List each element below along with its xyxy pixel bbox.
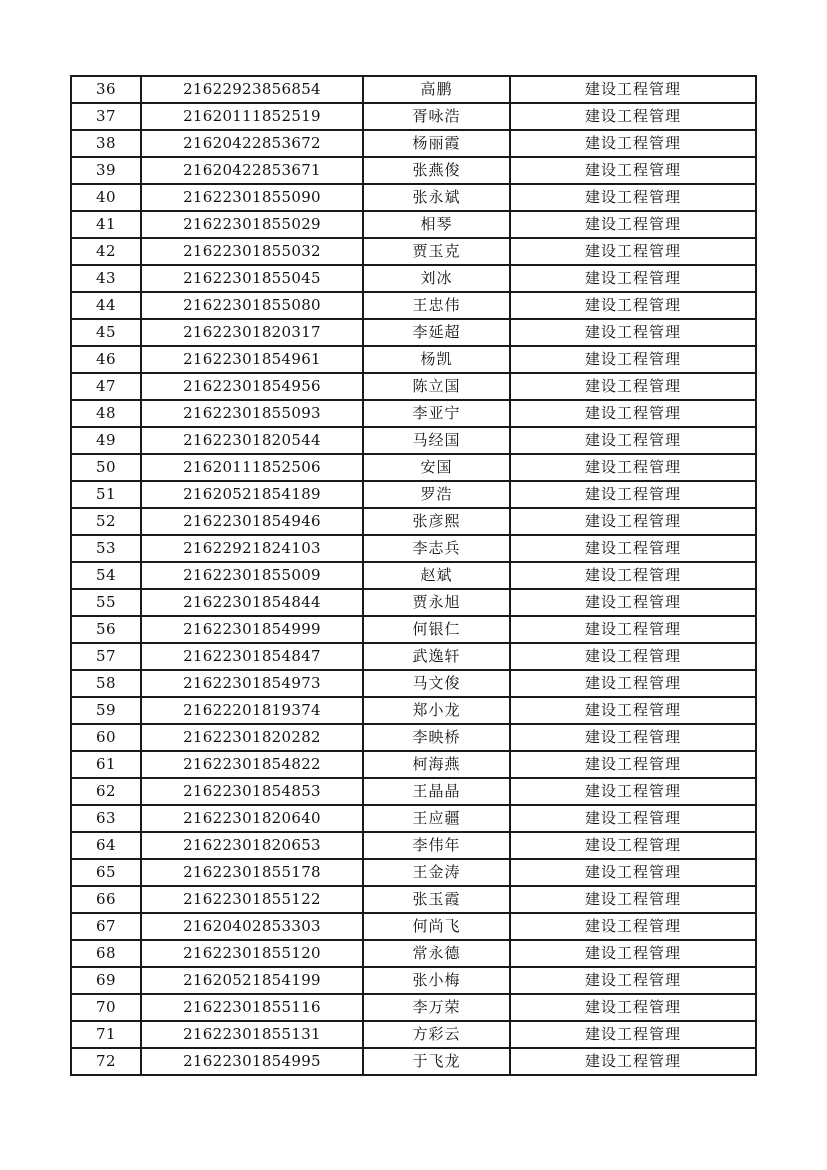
student-name-cell: 王晶晶 xyxy=(363,778,510,805)
major-cell: 建设工程管理 xyxy=(510,832,756,859)
row-number-cell: 56 xyxy=(71,616,141,643)
major-cell: 建设工程管理 xyxy=(510,454,756,481)
exam-id-cell: 21622301855080 xyxy=(141,292,363,319)
major-cell: 建设工程管理 xyxy=(510,643,756,670)
table-row xyxy=(71,751,756,778)
table-row xyxy=(71,1021,756,1048)
student-name-cell: 王忠伟 xyxy=(363,292,510,319)
table-row xyxy=(71,427,756,454)
table-row xyxy=(71,157,756,184)
row-number-cell: 37 xyxy=(71,103,141,130)
table-row xyxy=(71,481,756,508)
row-number-cell: 49 xyxy=(71,427,141,454)
exam-id-cell: 21620521854199 xyxy=(141,967,363,994)
major-cell: 建设工程管理 xyxy=(510,778,756,805)
table-row xyxy=(71,184,756,211)
student-name-cell: 相琴 xyxy=(363,211,510,238)
exam-id-cell: 21622301855116 xyxy=(141,994,363,1021)
student-name-cell: 张永斌 xyxy=(363,184,510,211)
exam-id-cell: 21622201819374 xyxy=(141,697,363,724)
row-number-cell: 38 xyxy=(71,130,141,157)
major-cell: 建设工程管理 xyxy=(510,130,756,157)
table-row xyxy=(71,859,756,886)
student-name-cell: 张小梅 xyxy=(363,967,510,994)
table-row xyxy=(71,535,756,562)
table-row xyxy=(71,103,756,130)
row-number-cell: 61 xyxy=(71,751,141,778)
student-name-cell: 高鹏 xyxy=(363,76,510,103)
table-row xyxy=(71,292,756,319)
row-number-cell: 48 xyxy=(71,400,141,427)
student-name-cell: 常永德 xyxy=(363,940,510,967)
major-cell: 建设工程管理 xyxy=(510,184,756,211)
exam-id-cell: 21622301855131 xyxy=(141,1021,363,1048)
major-cell: 建设工程管理 xyxy=(510,508,756,535)
exam-id-cell: 21622301820653 xyxy=(141,832,363,859)
student-name-cell: 李万荣 xyxy=(363,994,510,1021)
table-row xyxy=(71,616,756,643)
table-row xyxy=(71,508,756,535)
exam-id-cell: 21622301854956 xyxy=(141,373,363,400)
table-row xyxy=(71,130,756,157)
student-name-cell: 张彦熙 xyxy=(363,508,510,535)
exam-id-cell: 21620422853672 xyxy=(141,130,363,157)
major-cell: 建设工程管理 xyxy=(510,913,756,940)
student-name-cell: 李映桥 xyxy=(363,724,510,751)
exam-id-cell: 21622301855009 xyxy=(141,562,363,589)
row-number-cell: 47 xyxy=(71,373,141,400)
student-name-cell: 方彩云 xyxy=(363,1021,510,1048)
row-number-cell: 64 xyxy=(71,832,141,859)
row-number-cell: 40 xyxy=(71,184,141,211)
major-cell: 建设工程管理 xyxy=(510,535,756,562)
table-row xyxy=(71,400,756,427)
student-name-cell: 赵斌 xyxy=(363,562,510,589)
table-row xyxy=(71,643,756,670)
student-name-cell: 刘冰 xyxy=(363,265,510,292)
exam-id-cell: 21622301854973 xyxy=(141,670,363,697)
major-cell: 建设工程管理 xyxy=(510,157,756,184)
exam-id-cell: 21620402853303 xyxy=(141,913,363,940)
exam-id-cell: 21622301855178 xyxy=(141,859,363,886)
major-cell: 建设工程管理 xyxy=(510,238,756,265)
exam-id-cell: 21620521854189 xyxy=(141,481,363,508)
student-name-cell: 贾永旭 xyxy=(363,589,510,616)
student-name-cell: 何尚飞 xyxy=(363,913,510,940)
major-cell: 建设工程管理 xyxy=(510,589,756,616)
exam-id-cell: 21622301855093 xyxy=(141,400,363,427)
exam-id-cell: 21620111852506 xyxy=(141,454,363,481)
major-cell: 建设工程管理 xyxy=(510,886,756,913)
table-row xyxy=(71,805,756,832)
student-name-cell: 李亚宁 xyxy=(363,400,510,427)
table-row xyxy=(71,832,756,859)
major-cell: 建设工程管理 xyxy=(510,697,756,724)
table-row xyxy=(71,211,756,238)
row-number-cell: 45 xyxy=(71,319,141,346)
exam-id-cell: 21622921824103 xyxy=(141,535,363,562)
exam-id-cell: 21622301855045 xyxy=(141,265,363,292)
exam-id-cell: 21622301854853 xyxy=(141,778,363,805)
exam-id-cell: 21622301820640 xyxy=(141,805,363,832)
student-name-cell: 李伟年 xyxy=(363,832,510,859)
student-roster-table xyxy=(70,75,757,1076)
student-name-cell: 张燕俊 xyxy=(363,157,510,184)
row-number-cell: 41 xyxy=(71,211,141,238)
exam-id-cell: 21622301854999 xyxy=(141,616,363,643)
major-cell: 建设工程管理 xyxy=(510,859,756,886)
exam-id-cell: 21622301855029 xyxy=(141,211,363,238)
student-name-cell: 杨凯 xyxy=(363,346,510,373)
row-number-cell: 42 xyxy=(71,238,141,265)
row-number-cell: 62 xyxy=(71,778,141,805)
exam-id-cell: 21622301854822 xyxy=(141,751,363,778)
major-cell: 建设工程管理 xyxy=(510,211,756,238)
exam-id-cell: 21622301855122 xyxy=(141,886,363,913)
student-name-cell: 马经国 xyxy=(363,427,510,454)
table-row xyxy=(71,265,756,292)
table-row xyxy=(71,454,756,481)
table-row xyxy=(71,724,756,751)
table-row xyxy=(71,373,756,400)
row-number-cell: 59 xyxy=(71,697,141,724)
exam-id-cell: 21620422853671 xyxy=(141,157,363,184)
exam-id-cell: 21622923856854 xyxy=(141,76,363,103)
student-name-cell: 王应疆 xyxy=(363,805,510,832)
row-number-cell: 44 xyxy=(71,292,141,319)
exam-id-cell: 21622301855032 xyxy=(141,238,363,265)
major-cell: 建设工程管理 xyxy=(510,103,756,130)
row-number-cell: 51 xyxy=(71,481,141,508)
student-name-cell: 罗浩 xyxy=(363,481,510,508)
row-number-cell: 67 xyxy=(71,913,141,940)
exam-id-cell: 21622301854847 xyxy=(141,643,363,670)
table-row xyxy=(71,1048,756,1075)
major-cell: 建设工程管理 xyxy=(510,616,756,643)
major-cell: 建设工程管理 xyxy=(510,319,756,346)
student-name-cell: 李志兵 xyxy=(363,535,510,562)
row-number-cell: 54 xyxy=(71,562,141,589)
row-number-cell: 70 xyxy=(71,994,141,1021)
row-number-cell: 36 xyxy=(71,76,141,103)
table-row xyxy=(71,589,756,616)
major-cell: 建设工程管理 xyxy=(510,805,756,832)
student-name-cell: 柯海燕 xyxy=(363,751,510,778)
student-name-cell: 马文俊 xyxy=(363,670,510,697)
exam-id-cell: 21622301820544 xyxy=(141,427,363,454)
row-number-cell: 66 xyxy=(71,886,141,913)
table-row xyxy=(71,76,756,103)
major-cell: 建设工程管理 xyxy=(510,1048,756,1075)
row-number-cell: 55 xyxy=(71,589,141,616)
major-cell: 建设工程管理 xyxy=(510,994,756,1021)
student-name-cell: 何银仁 xyxy=(363,616,510,643)
student-name-cell: 张玉霞 xyxy=(363,886,510,913)
exam-id-cell: 21622301854995 xyxy=(141,1048,363,1075)
student-name-cell: 杨丽霞 xyxy=(363,130,510,157)
roster-body xyxy=(71,76,756,1075)
major-cell: 建设工程管理 xyxy=(510,400,756,427)
exam-id-cell: 21622301854844 xyxy=(141,589,363,616)
exam-id-cell: 21620111852519 xyxy=(141,103,363,130)
table-row xyxy=(71,697,756,724)
table-row xyxy=(71,346,756,373)
table-row xyxy=(71,994,756,1021)
exam-id-cell: 21622301820317 xyxy=(141,319,363,346)
row-number-cell: 53 xyxy=(71,535,141,562)
row-number-cell: 52 xyxy=(71,508,141,535)
student-name-cell: 贾玉克 xyxy=(363,238,510,265)
student-name-cell: 安国 xyxy=(363,454,510,481)
row-number-cell: 71 xyxy=(71,1021,141,1048)
student-name-cell: 王金涛 xyxy=(363,859,510,886)
row-number-cell: 68 xyxy=(71,940,141,967)
row-number-cell: 57 xyxy=(71,643,141,670)
student-name-cell: 陈立国 xyxy=(363,373,510,400)
table-row xyxy=(71,913,756,940)
table-row xyxy=(71,967,756,994)
major-cell: 建设工程管理 xyxy=(510,751,756,778)
student-name-cell: 郑小龙 xyxy=(363,697,510,724)
major-cell: 建设工程管理 xyxy=(510,292,756,319)
exam-id-cell: 21622301820282 xyxy=(141,724,363,751)
student-name-cell: 于飞龙 xyxy=(363,1048,510,1075)
row-number-cell: 63 xyxy=(71,805,141,832)
table-row xyxy=(71,238,756,265)
major-cell: 建设工程管理 xyxy=(510,1021,756,1048)
table-row xyxy=(71,319,756,346)
row-number-cell: 58 xyxy=(71,670,141,697)
row-number-cell: 72 xyxy=(71,1048,141,1075)
exam-id-cell: 21622301855120 xyxy=(141,940,363,967)
major-cell: 建设工程管理 xyxy=(510,427,756,454)
student-name-cell: 李延超 xyxy=(363,319,510,346)
major-cell: 建设工程管理 xyxy=(510,724,756,751)
major-cell: 建设工程管理 xyxy=(510,562,756,589)
row-number-cell: 39 xyxy=(71,157,141,184)
major-cell: 建设工程管理 xyxy=(510,481,756,508)
row-number-cell: 50 xyxy=(71,454,141,481)
student-name-cell: 胥咏浩 xyxy=(363,103,510,130)
major-cell: 建设工程管理 xyxy=(510,373,756,400)
row-number-cell: 43 xyxy=(71,265,141,292)
row-number-cell: 46 xyxy=(71,346,141,373)
table-row xyxy=(71,940,756,967)
table-row xyxy=(71,778,756,805)
exam-id-cell: 21622301855090 xyxy=(141,184,363,211)
major-cell: 建设工程管理 xyxy=(510,76,756,103)
table-row xyxy=(71,670,756,697)
major-cell: 建设工程管理 xyxy=(510,967,756,994)
table-row xyxy=(71,886,756,913)
row-number-cell: 60 xyxy=(71,724,141,751)
table-row xyxy=(71,562,756,589)
major-cell: 建设工程管理 xyxy=(510,265,756,292)
student-name-cell: 武逸轩 xyxy=(363,643,510,670)
row-number-cell: 65 xyxy=(71,859,141,886)
exam-id-cell: 21622301854946 xyxy=(141,508,363,535)
major-cell: 建设工程管理 xyxy=(510,670,756,697)
row-number-cell: 69 xyxy=(71,967,141,994)
major-cell: 建设工程管理 xyxy=(510,346,756,373)
major-cell: 建设工程管理 xyxy=(510,940,756,967)
exam-id-cell: 21622301854961 xyxy=(141,346,363,373)
